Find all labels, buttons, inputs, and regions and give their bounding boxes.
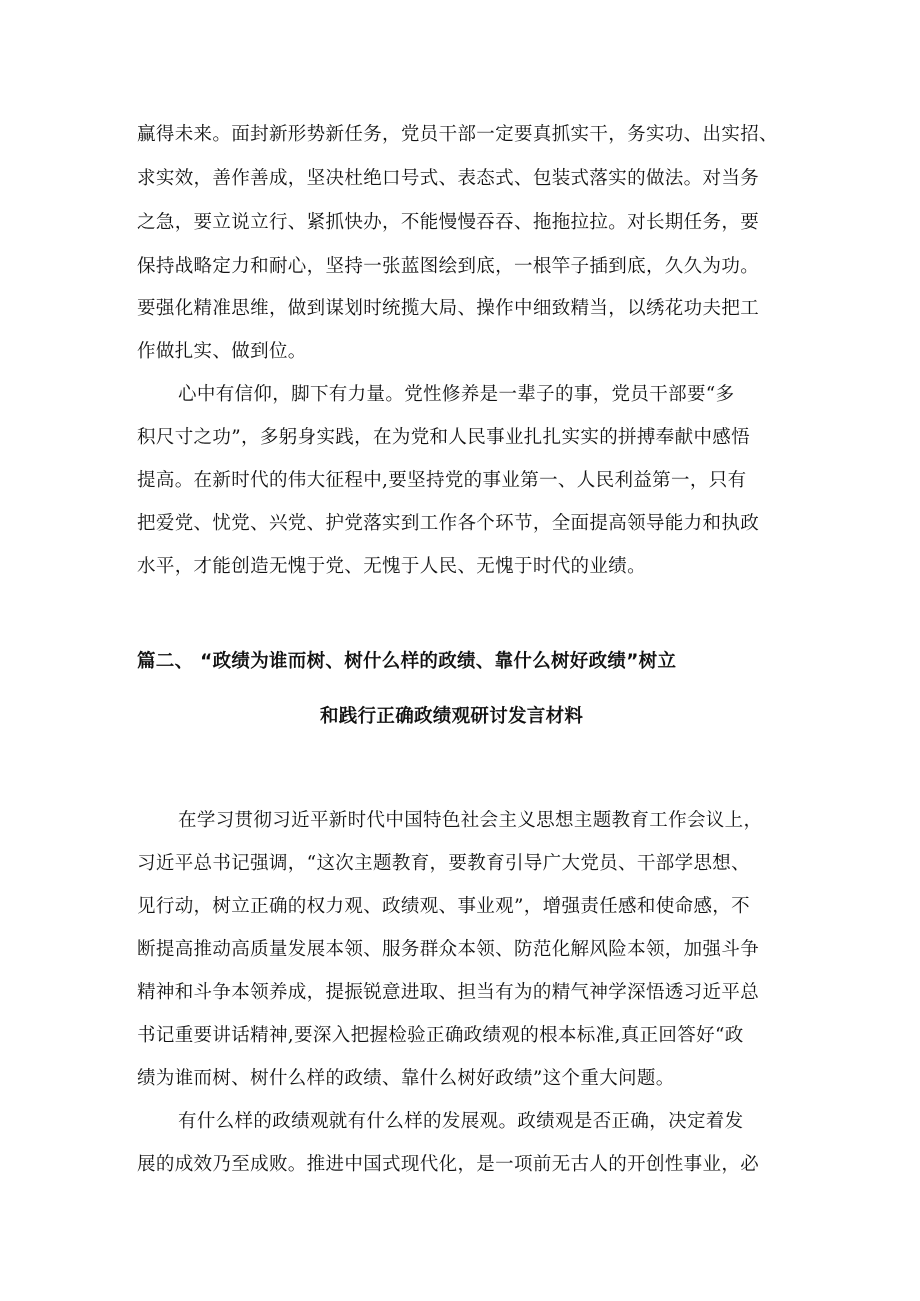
paragraph-line: 见行动，树立正确的权力观、政绩观、事业观”，增强责任感和使命感，不 xyxy=(137,896,751,917)
paragraph-line: 求实效，善作善成，坚决杜绝口号式、表态式、包装式落实的做法。对当务 xyxy=(137,168,760,189)
paragraph-line: 书记重要讲话精神,要深入把握检验正确政绩观的根本标准,真正回答好“政 xyxy=(137,1025,744,1046)
paragraph-line: 积尺寸之功”，多躬身实践，在为党和人民事业扎扎实实的拼搏奉献中感悟 xyxy=(137,427,751,448)
paragraph-line: 精神和斗争本领养成，提振锐意进取、担当有为的精气神学深悟透习近平总 xyxy=(137,982,760,1003)
paragraph-line: 绩为谁而树、树什么样的政绩、靠什么树好政绩”这个重大问题。 xyxy=(137,1068,675,1089)
paragraph-line: 展的成效乃至成败。推进中国式现代化，是一项前无古人的开创性事业，必 xyxy=(137,1154,760,1175)
paragraph-line: 之急，要立说立行、紧抓快办，不能慢慢吞吞、拖拖拉拉。对长期任务，要 xyxy=(137,212,760,233)
paragraph-line: 在学习贯彻习近平新时代中国特色社会主义思想主题教育工作会议上， xyxy=(178,810,763,831)
paragraph-line: 保持战略定力和耐心，坚持一张蓝图绘到底，一根竿子插到底，久久为功。 xyxy=(137,256,760,277)
section-title-line: 和践行正确政绩观研讨发言材料 xyxy=(320,706,584,727)
section-title-line: 篇二、 “政绩为谁而树、树什么样的政绩、靠什么树好政绩”树立 xyxy=(137,651,677,672)
paragraph-line: 作做扎实、做到位。 xyxy=(137,341,307,362)
paragraph-line: 断提高推动高质量发展本领、服务群众本领、防范化解风险本领，加强斗争 xyxy=(137,939,760,960)
paragraph-line: 赢得未来。面封新形势新任务，党员干部一定要真抓实干，务实功、出实招、 xyxy=(137,124,778,145)
paragraph-line: 水平，才能创造无愧于党、无愧于人民、无愧于时代的业绩。 xyxy=(137,556,646,577)
paragraph-line: 要强化精准思维，做到谋划时统揽大局、操作中细致精当，以绣花功夫把工 xyxy=(137,298,760,319)
paragraph-line: 有什么样的政绩观就有什么样的发展观。政绩观是否正确，决定着发 xyxy=(178,1111,744,1132)
paragraph-line: 习近平总书记强调，“这次主题教育，要教育引导广大党员、干部学思想、 xyxy=(137,853,751,874)
paragraph-line: 心中有信仰，脚下有力量。党性修养是一辈子的事，党员干部要“多 xyxy=(178,384,735,405)
paragraph-line: 提高。在新时代的伟大征程中,要坚持党的事业第一、人民利益第一，只有 xyxy=(137,470,747,491)
paragraph-line: 把爱党、忧党、兴党、护党落实到工作各个环节，全面提高领导能力和执政 xyxy=(137,513,760,534)
